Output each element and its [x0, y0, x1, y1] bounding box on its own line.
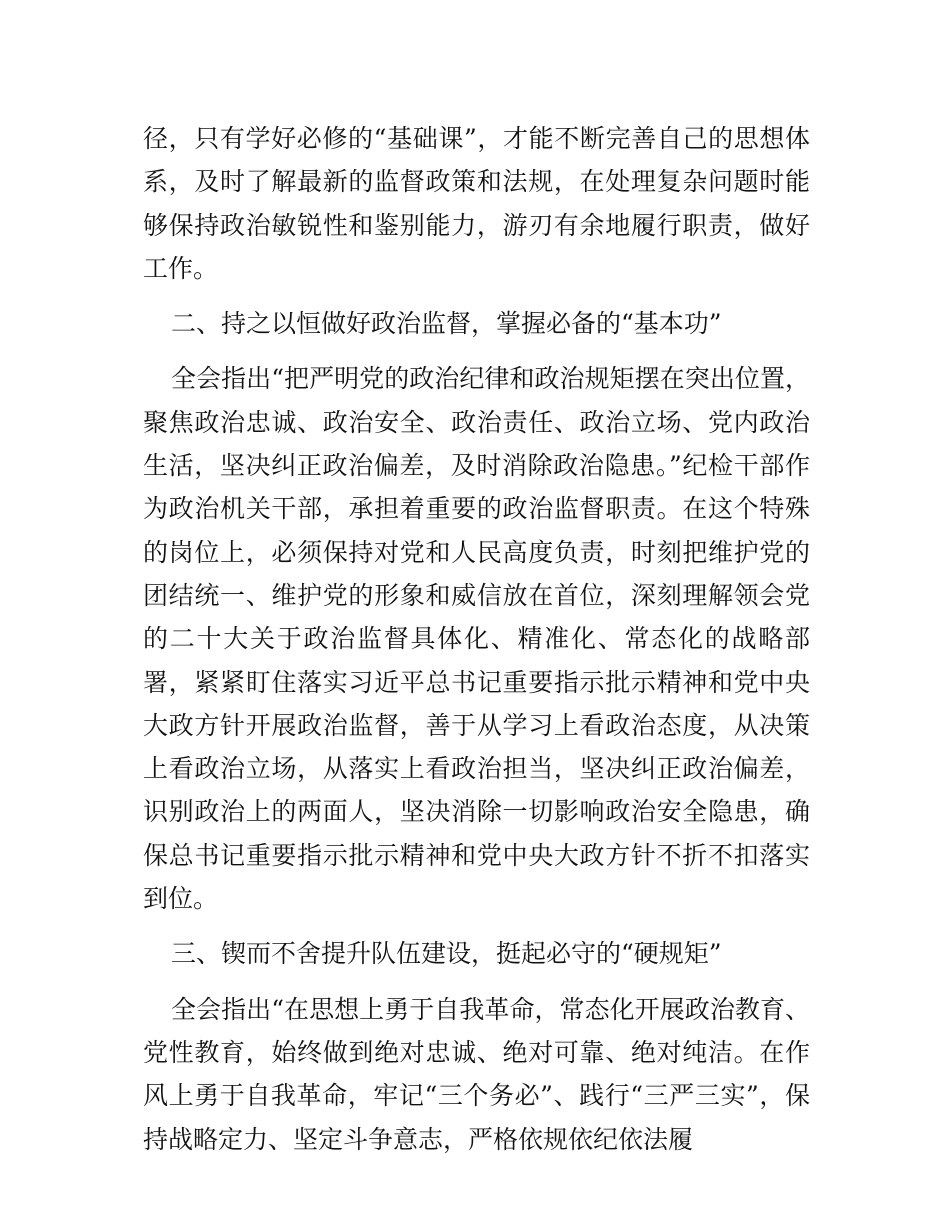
document-page	[143, 117, 810, 1173]
paragraph-body: 全会指出“在思想上勇于自我革命，常态化开展政治教育、党性教育，始终做到绝对忠诚、绝对可靠、绝对纯洁。在作风上勇于自我革命，牢记“三个务必”、践行“三严三实”，保持战略定力、坚定斗争意志，严格依规依纪依法履	[143, 994, 810, 1154]
paragraph-continued: 径，只有学好必修的“基础课”，才能不断完善自己的思想体系，及时了解最新的监督政策和法规，在处理复杂问题时能够保持政治敏锐性和鉴别能力，游刃有余地履行职责，做好工作。	[143, 124, 810, 283]
section-heading-3: 三、锲而不舍提升队伍建设，挺起必守的“硬规矩”	[171, 939, 722, 969]
paragraph-body: 全会指出“把严明党的政治纪律和政治规矩摆在突出位置，聚焦政治忠诚、政治安全、政治责任、政治立场、党内政治生活，坚决纠正政治偏差，及时消除政治隐患。”纪检干部作为政治机关干部，承担着重要的政治监督职责。在这个特殊的岗位上，必须保持对党和人民高度负责，时刻把维护党的团结统一、维护党的形象和威信放在首位，深刻理解领会党的二十大关于政治监督具体化、精准化、常态化的战略部署，紧紧盯住落实习近平总书记重要指示批示精神和党中央大政方针开展政治监督，善于从学习上看政治态度，从决策上看政治立场，从落实上看政治担当，坚决纠正政治偏差，识别政治上的两面人，坚决消除一切影响政治安全隐患，确保总书记重要指示批示精神和党中央大政方针不折不扣落实到位。	[143, 364, 810, 914]
section-heading-2: 二、持之以恒做好政治监督，掌握必备的“基本功”	[171, 309, 722, 339]
